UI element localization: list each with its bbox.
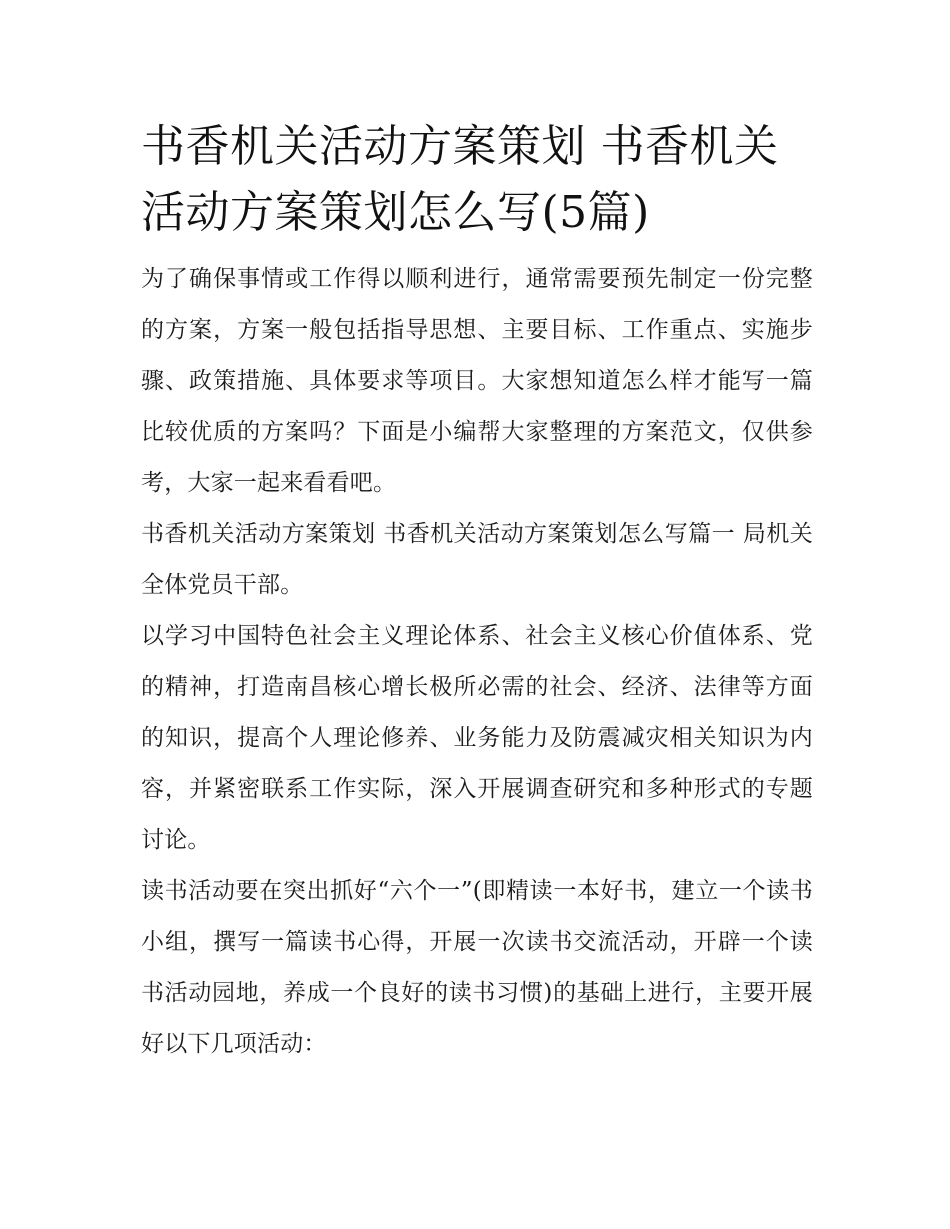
paragraph-section-one-heading: 书香机关活动方案策划 书香机关活动方案策划怎么写篇一 局机关全体党员干部。 (141, 521, 813, 598)
document-title: 书香机关活动方案策划 书香机关活动方案策划怎么写(5篇) (141, 121, 779, 238)
paragraph-reading-activities: 读书活动要在突出抓好“六个一”(即精读一本好书，建立一个读书小组，撰写一篇读书心得，开展一次读书交流活动，开辟一个读书活动园地，养成一个良好的读书习惯)的基础上进行，主要开展好以下几项活动： (141, 878, 813, 1057)
paragraph-intro: 为了确保事情或工作得以顺利进行，通常需要预先制定一份完整的方案，方案一般包括指导思想、主要目标、工作重点、实施步骤、政策措施、具体要求等项目。大家想知道怎么样才能写一篇比较优质的方案吗？下面是小编帮大家整理的方案范文，仅供参考，大家一起来看看吧。 (141, 266, 813, 496)
paragraph-study-content: 以学习中国特色社会主义理论体系、社会主义核心价值体系、党的精神，打造南昌核心增长极所必需的社会、经济、法律等方面的知识，提高个人理论修养、业务能力及防震减灾相关知识为内容，并紧密联系工作实际，深入开展调查研究和多种形式的专题讨论。 (141, 623, 813, 853)
document-body (141, 114, 813, 1070)
